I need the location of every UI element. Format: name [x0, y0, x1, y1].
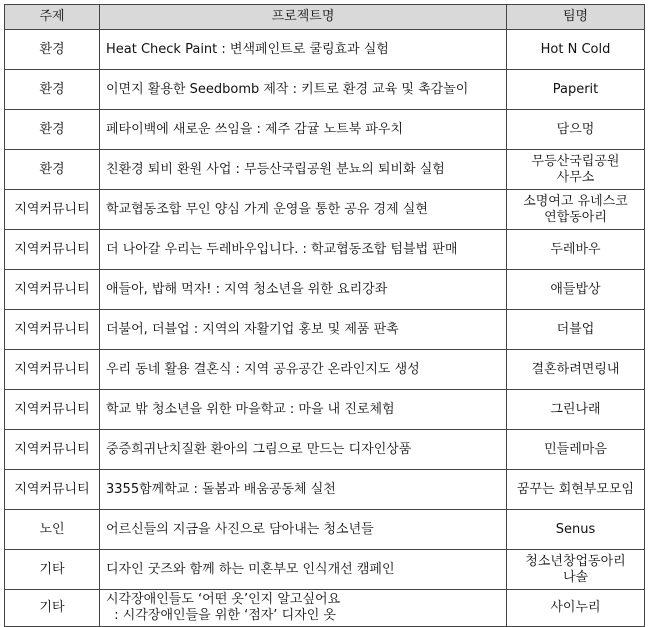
- page: [4, 4, 645, 627]
- project-name-line: 애들아, 밥해 먹자! : 지역 청소년을 위한 요리강좌: [106, 281, 388, 297]
- header-topic: 주제: [5, 5, 100, 30]
- team-cell: [507, 470, 645, 510]
- project-cell: [100, 430, 507, 470]
- project-name-line: 친환경 퇴비 환원 사업 : 무등산국립공원 분뇨의 퇴비화 실험: [106, 161, 445, 177]
- project-name-line: Heat Check Paint : 변색페인트로 쿨링효과 실험: [106, 41, 389, 57]
- project-cell: [100, 30, 507, 70]
- team-cell: [507, 230, 645, 270]
- project-name-line: 이면지 활용한 Seedbomb 제작 : 키트로 환경 교육 및 촉감놀이: [106, 81, 469, 97]
- table-row: [5, 510, 645, 550]
- project-name-line: 우리 동네 활용 결혼식 : 지역 공유공간 온라인지도 생성: [106, 361, 420, 377]
- topic-cell: 지역커뮤니티: [5, 270, 100, 310]
- team-cell: [507, 350, 645, 390]
- team-name-line: 민들레마음: [544, 441, 607, 457]
- project-name-line: 학교협동조합 무인 양심 가게 운영을 통한 공유 경제 실현: [106, 201, 428, 217]
- table-row: [5, 110, 645, 150]
- team-name-line: 애들밥상: [550, 281, 601, 297]
- team-cell: [507, 590, 645, 627]
- project-name-line: 페타이백에 새로운 쓰임을 : 제주 감귤 노트북 파우치: [106, 121, 404, 137]
- table-row: [5, 390, 645, 430]
- table-row: [5, 590, 645, 627]
- project-name-line: : 시각장애인들을 위한 ‘점자’ 디자인 옷: [106, 608, 336, 623]
- project-name-line: 학교 밖 청소년을 위한 마을학교 : 마을 내 진로체험: [106, 401, 395, 417]
- topic-cell: 기타: [5, 590, 100, 627]
- project-cell: [100, 550, 507, 590]
- table-row: [5, 70, 645, 110]
- project-cell: [100, 110, 507, 150]
- table-row: [5, 350, 645, 390]
- team-name-line: 청소년창업동아리: [525, 553, 626, 569]
- project-cell: [100, 390, 507, 430]
- team-cell: [507, 150, 645, 190]
- header-team: 팀명: [507, 5, 645, 30]
- team-name-line: 담으멍: [556, 121, 595, 137]
- team-name-line: Paperit: [552, 81, 599, 97]
- project-name-line: 더 나아갈 우리는 두레바우입니다. : 학교협동조합 텀블법 판매: [106, 241, 458, 257]
- team-name-line: 더블업: [556, 321, 595, 337]
- topic-cell: 환경: [5, 110, 100, 150]
- topic-cell: 지역커뮤니티: [5, 430, 100, 470]
- project-table: [4, 4, 645, 627]
- team-cell: [507, 110, 645, 150]
- topic-cell: 노인: [5, 510, 100, 550]
- team-cell: [507, 270, 645, 310]
- team-name-line: 나솔: [562, 569, 589, 585]
- topic-cell: 지역커뮤니티: [5, 470, 100, 510]
- project-cell: [100, 350, 507, 390]
- team-name-line: 그린나래: [550, 401, 601, 417]
- topic-cell: 환경: [5, 70, 100, 110]
- project-cell: [100, 270, 507, 310]
- header-row: [5, 5, 645, 30]
- team-name-line: 무등산국립공원: [531, 153, 620, 169]
- table-row: [5, 470, 645, 510]
- team-name-line: 사이누리: [550, 600, 601, 615]
- team-cell: [507, 430, 645, 470]
- team-cell: [507, 510, 645, 550]
- team-name-line: Senus: [555, 521, 596, 537]
- topic-cell: 지역커뮤니티: [5, 230, 100, 270]
- team-name-line: 두레바우: [550, 241, 601, 257]
- team-name-line: 사무소: [556, 169, 595, 185]
- topic-cell: 환경: [5, 30, 100, 70]
- team-cell: [507, 190, 645, 230]
- table-row: [5, 310, 645, 350]
- team-cell: [507, 550, 645, 590]
- project-cell: [100, 310, 507, 350]
- project-name-line: 디자인 굿즈와 함께 하는 미혼부모 인식개선 캠페인: [106, 561, 395, 577]
- topic-cell: 기타: [5, 550, 100, 590]
- topic-cell: 환경: [5, 150, 100, 190]
- table-row: [5, 550, 645, 590]
- topic-cell: 지역커뮤니티: [5, 350, 100, 390]
- project-name-line: 시각장애인들도 ‘어떤 옷’인지 알고싶어요: [106, 592, 341, 607]
- topic-cell: 지역커뮤니티: [5, 310, 100, 350]
- project-cell: [100, 230, 507, 270]
- table-header: [5, 5, 645, 30]
- team-cell: [507, 390, 645, 430]
- table-row: [5, 190, 645, 230]
- table-body: [5, 30, 645, 627]
- topic-cell: 지역커뮤니티: [5, 190, 100, 230]
- project-name-line: 어르신들의 지금을 사진으로 담아내는 청소년들: [106, 521, 374, 537]
- team-name-line: 소명여고 유네스코: [523, 193, 628, 209]
- topic-cell: 지역커뮤니티: [5, 390, 100, 430]
- project-cell: [100, 470, 507, 510]
- project-cell: [100, 510, 507, 550]
- team-name-line: 연합동아리: [544, 209, 607, 225]
- project-name-line: 3355함께학교 : 돌봄과 배움공동체 실천: [106, 481, 336, 497]
- header-project: 프로젝트명: [100, 5, 507, 30]
- project-cell: [100, 190, 507, 230]
- team-name-line: 결혼하려면링내: [531, 361, 620, 377]
- team-name-line: 꿈꾸는 회현부모모임: [516, 481, 635, 497]
- team-cell: [507, 310, 645, 350]
- project-cell: [100, 70, 507, 110]
- table-row: [5, 30, 645, 70]
- table-row: [5, 430, 645, 470]
- table-row: [5, 150, 645, 190]
- table-row: [5, 270, 645, 310]
- team-cell: [507, 30, 645, 70]
- project-name-line: 중증희귀난치질환 환아의 그림으로 만드는 디자인상품: [106, 441, 412, 457]
- team-cell: [507, 70, 645, 110]
- team-name-line: Hot N Cold: [540, 41, 611, 57]
- project-cell: [100, 150, 507, 190]
- table-row: [5, 230, 645, 270]
- project-cell: [100, 590, 507, 627]
- project-name-line: 더불어, 더블업 : 지역의 자활기업 홍보 및 제품 판촉: [106, 321, 399, 337]
